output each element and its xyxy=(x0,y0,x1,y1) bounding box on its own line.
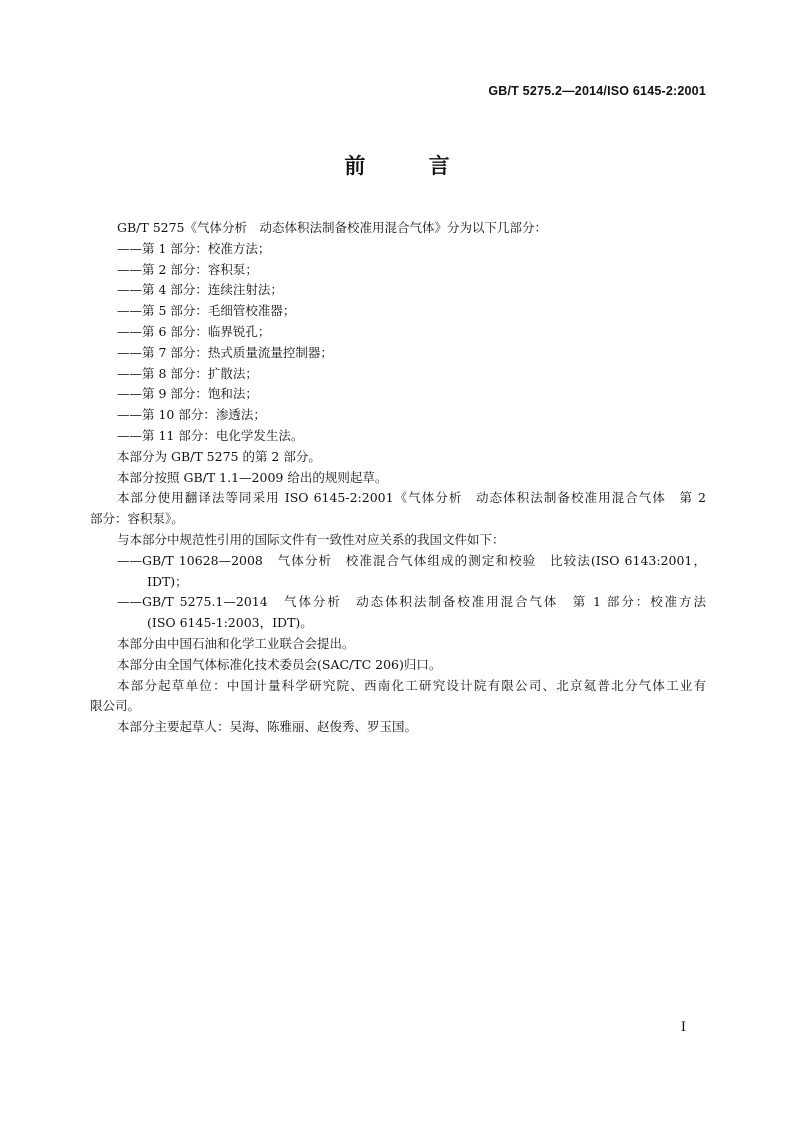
corresponding-document-item-1-line-2: IDT)； xyxy=(147,573,188,589)
corresponding-document-item-1-line-1: ——GB/T 10628—2008 气体分析 校准混合气体组成的测定和校验 比较法(ISO 6143:2001， xyxy=(117,552,706,568)
part-list-item: ——第 8 部分：扩散法； xyxy=(117,365,258,381)
part-list-item: ——第 6 部分：临界锐孔； xyxy=(117,323,271,339)
part-list-item: ——第 7 部分：热式质量流量控制器； xyxy=(117,344,333,360)
adoption-statement-line-1: 本部分使用翻译法等同采用 ISO 6145-2:2001《气体分析 动态体积法制备校准用混合气体 第 2 xyxy=(117,490,706,506)
administration-statement: 本部分由全国气体标准化技术委员会(SAC/TC 206)归口。 xyxy=(117,656,442,672)
adoption-statement-line-2: 部分：容积泵》。 xyxy=(90,511,184,527)
corresponding-document-item-2-line-2: (ISO 6145-1:2003，IDT)。 xyxy=(147,615,313,631)
main-drafters-statement: 本部分主要起草人：吴海、陈雅丽、赵俊秀、罗玉国。 xyxy=(117,719,418,735)
part-list-item: ——第 9 部分：饱和法； xyxy=(117,386,258,402)
page-title: 前 言 xyxy=(344,154,478,178)
page-number: I xyxy=(680,1020,686,1035)
proposer-statement: 本部分由中国石油和化学工业联合会提出。 xyxy=(117,635,355,651)
standard-code-header: GB/T 5275.2—2014/ISO 6145-2:2001 xyxy=(488,84,706,98)
part-list-item: ——第 10 部分：渗透法； xyxy=(117,407,266,423)
drafting-units-line-1: 本部分起草单位：中国计量科学研究院、西南化工研究设计院有限公司、北京氦普北分气体工业有 xyxy=(117,677,706,693)
part-statement: 本部分为 GB/T 5275 的第 2 部分。 xyxy=(117,448,321,464)
drafting-units-line-2: 限公司。 xyxy=(90,698,141,714)
part-list-item: ——第 11 部分：电化学发生法。 xyxy=(117,427,304,443)
foreword-body xyxy=(90,218,706,738)
part-list-item: ——第 1 部分：校准方法； xyxy=(117,240,271,256)
part-list-item: ——第 2 部分：容积泵； xyxy=(117,261,258,277)
part-list-item: ——第 5 部分：毛细管校准器； xyxy=(117,303,296,319)
drafting-rules-statement: 本部分按照 GB/T 1.1—2009 给出的规则起草。 xyxy=(117,469,388,485)
corresponding-document-item-2-line-1: ——GB/T 5275.1—2014 气体分析 动态体积法制备校准用混合气体 第 1 部分：校准方法 xyxy=(117,594,706,610)
corresponding-documents-intro: 与本部分中规范性引用的国际文件有一致性对应关系的我国文件如下： xyxy=(117,531,505,547)
part-list-item: ——第 4 部分：连续注射法； xyxy=(117,282,283,298)
intro-paragraph: GB/T 5275《气体分析 动态体积法制备校准用混合气体》分为以下几部分： xyxy=(117,220,548,235)
